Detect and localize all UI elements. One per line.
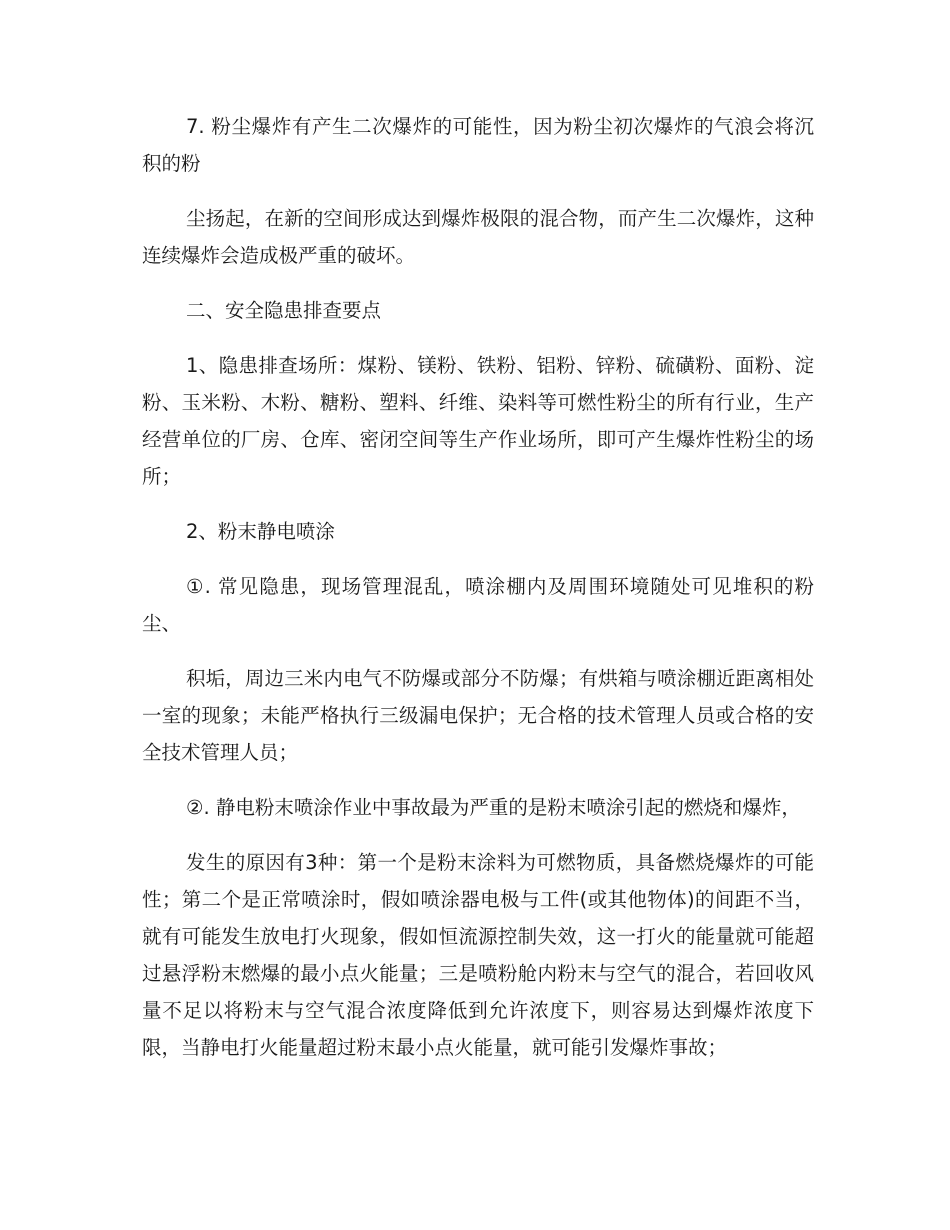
paragraph-check-locations: 1、隐患排查场所：煤粉、镁粉、铁粉、铝粉、锌粉、硫磺粉、面粉、淀粉、玉米粉、木粉、糖粉、塑料、纤维、染料等可燃性粉尘的所有行业，生产经营单位的厂房、仓库、密闭空间等生产作业场所，即可产生爆炸性粉尘的场所； [142, 354, 814, 488]
paragraph-accident-causes: 发生的原因有3种：第一个是粉末涂料为可燃物质，具备燃烧爆炸的可能性；第二个是正常喷涂时，假如喷涂器电极与工件(或其他物体)的间距不当，就有可能发生放电打火现象，假如恒流源控制失效，这一打火的能量就可能超过悬浮粉末燃爆的最小点火能量；三是喷粉舱内粉末与空气的混合，若回收风量不足以将粉末与空气混合浓度降低到允许浓度下，则容易达到爆炸浓度下限，当静电打火能量超过粉末最小点火能量，就可能引发爆炸事故； [142, 851, 814, 1059]
paragraph-coating-accidents: ②. 静电粉末喷涂作业中事故最为严重的是粉末喷涂引起的燃烧和爆炸， [186, 796, 801, 819]
paragraph-common-hazards-cont: 积垢，周边三米内电气不防爆或部分不防爆；有烘箱与喷涂棚近距离相处一室的现象；未能严格执行三级漏电保护；无合格的技术管理人员或合格的安全技术管理人员； [142, 667, 814, 764]
paragraph-secondary-explosion: 7. 粉尘爆炸有产生二次爆炸的可能性，因为粉尘初次爆炸的气浪会将沉积的粉 [142, 115, 814, 175]
paragraph-secondary-explosion-cont: 尘扬起，在新的空间形成达到爆炸极限的混合物，而产生二次爆炸，这种连续爆炸会造成极严重的破坏。 [142, 207, 814, 267]
section-heading-hazard-check: 二、安全隐患排查要点 [186, 299, 382, 322]
paragraph-common-hazards: ①. 常见隐患，现场管理混乱，喷涂棚内及周围环境随处可见堆积的粉尘、 [142, 575, 814, 635]
subheading-powder-coating: 2、粉末静电喷涂 [186, 520, 335, 543]
document-page [142, 108, 814, 1084]
